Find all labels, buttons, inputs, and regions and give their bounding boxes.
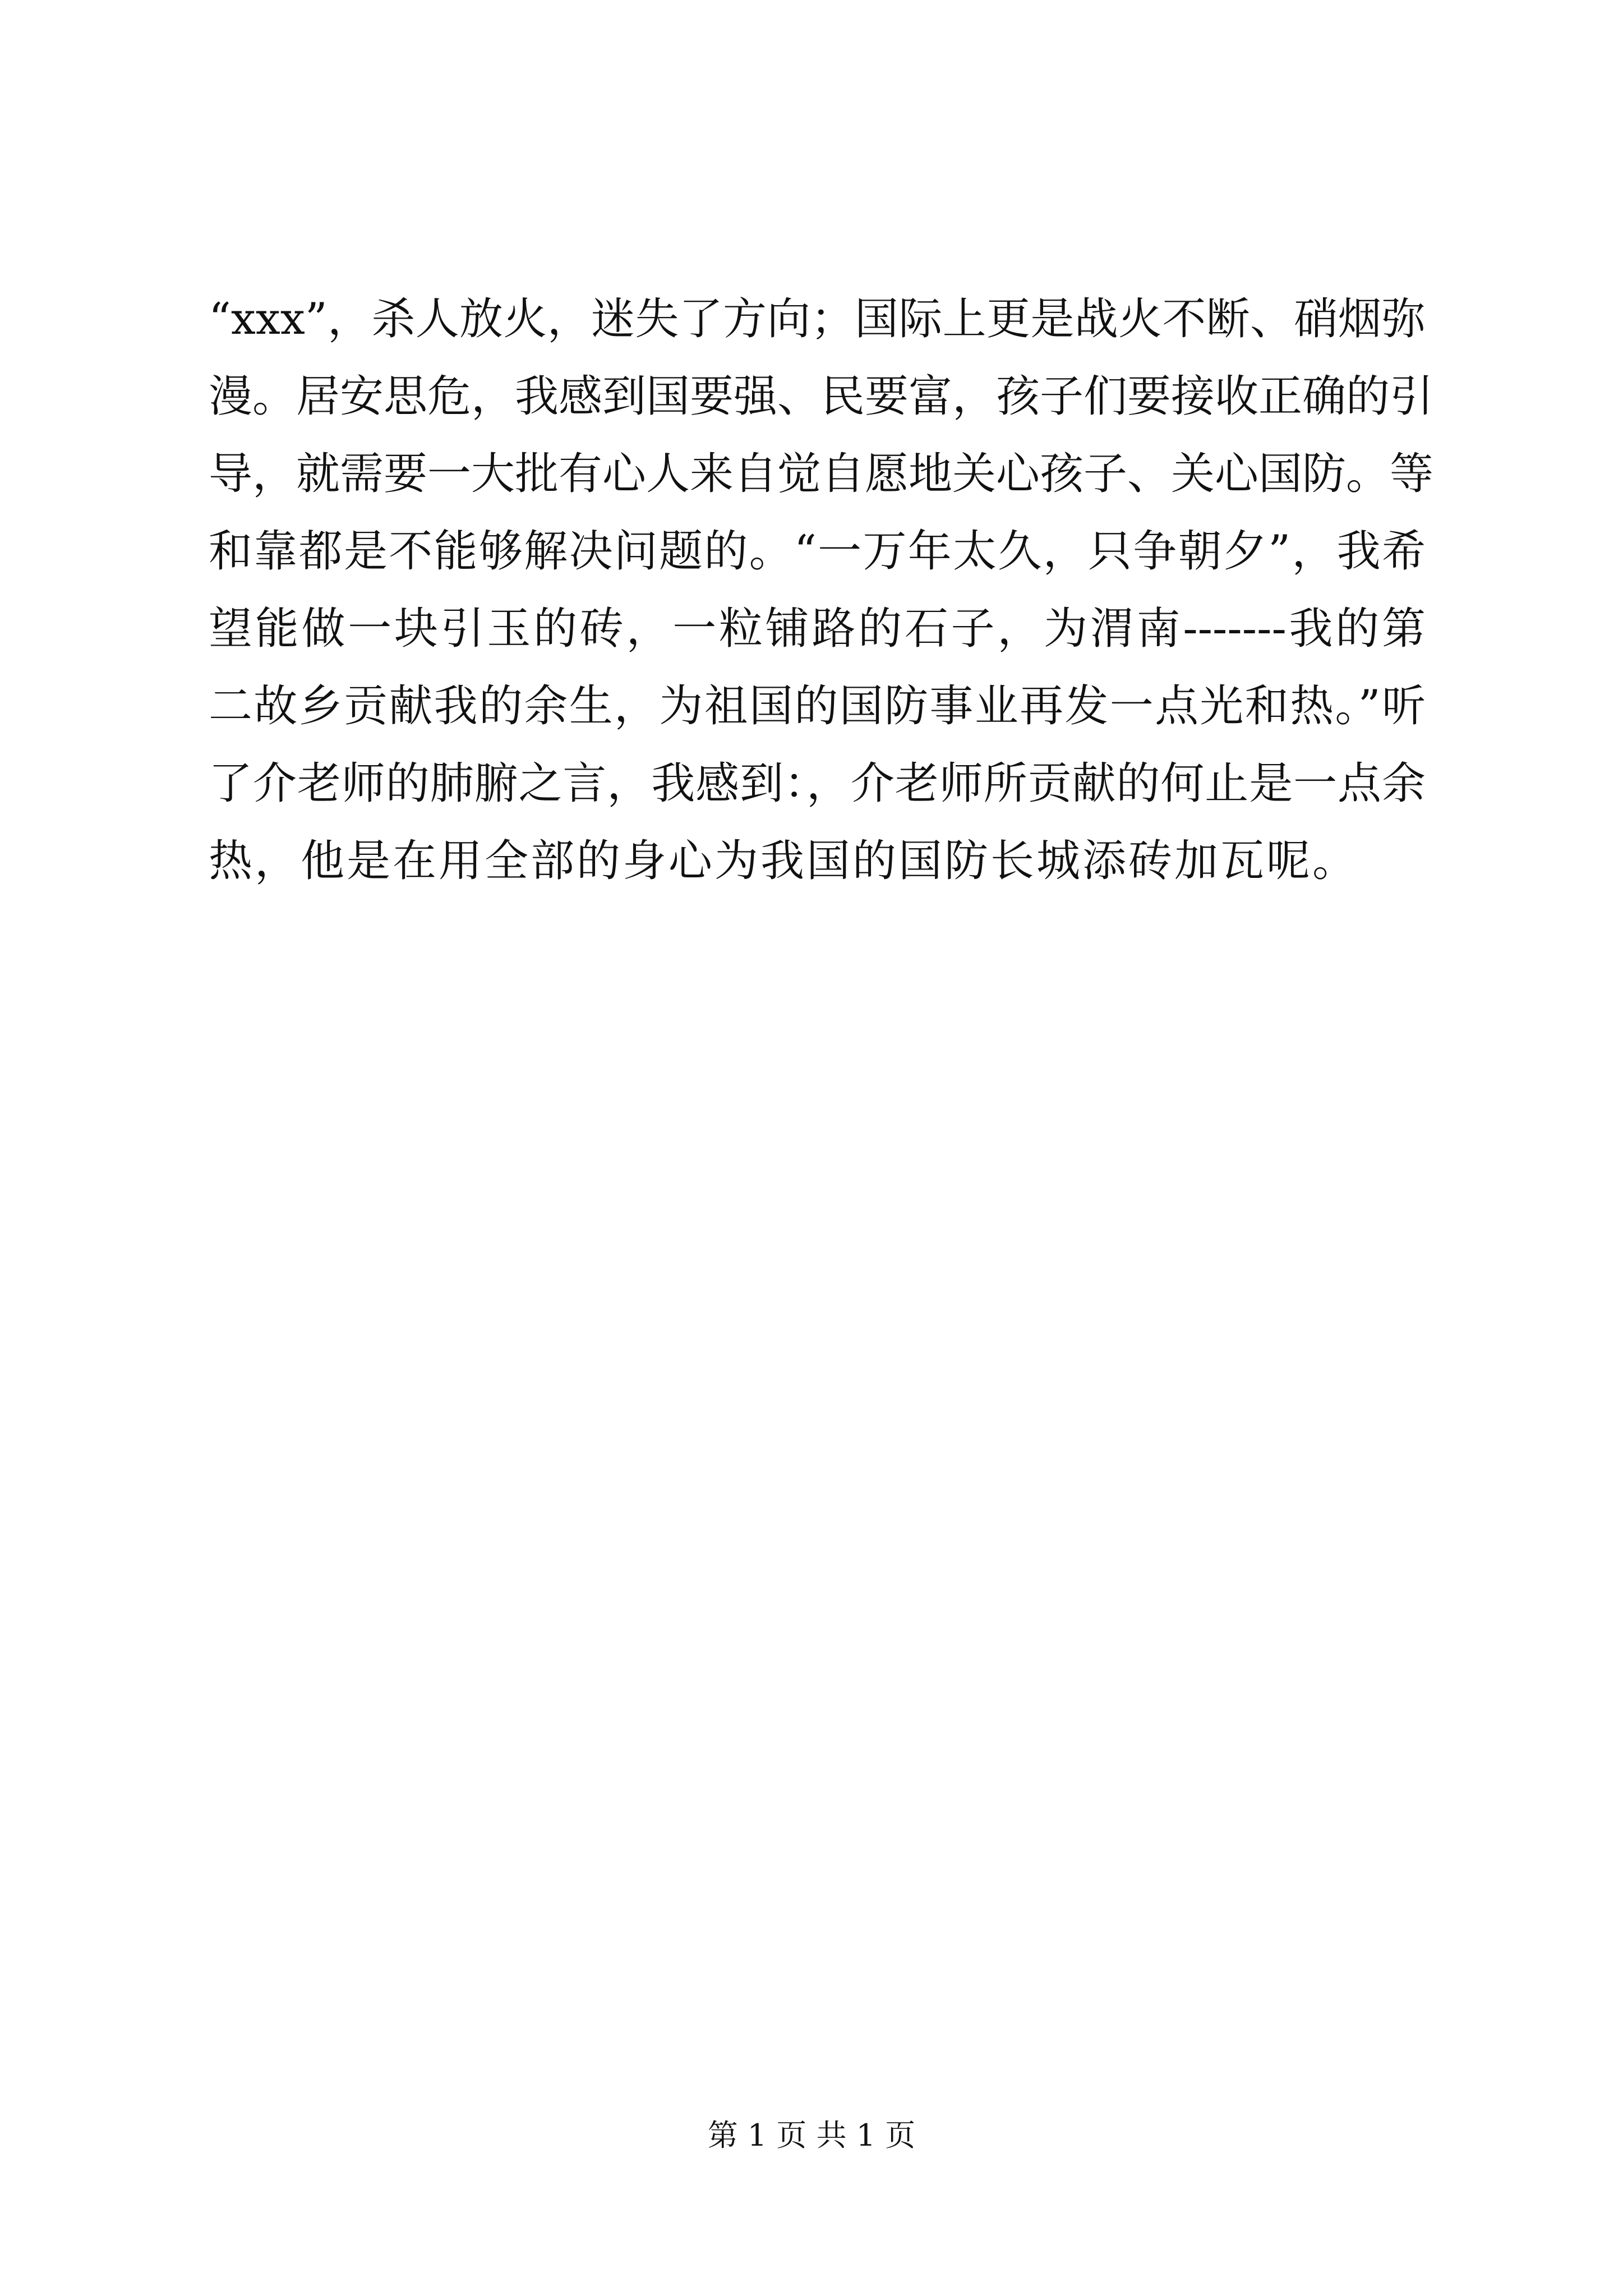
paragraph-line: “xxx”，杀人放火，迷失了方向；国际上更是战火不断、硝烟弥 [209, 294, 1426, 344]
paragraph-line: 导，就需要一大批有心人来自觉自愿地关心孩子、关心国防。等 [209, 449, 1434, 499]
paragraph-line: 了介老师的肺腑之言，我感到：，介老师所贡献的何止是一点余 [209, 758, 1426, 809]
paragraph-line: 望能做一块引玉的砖，一粒铺路的石子，为渭南-------我的第 [209, 604, 1426, 654]
paragraph-line: 二故乡贡献我的余生，为祖国的国防事业再发一点光和热。”听 [209, 681, 1426, 731]
page-number-footer: 第 1 页 共 1 页 [707, 2118, 916, 2153]
paragraph-line: 漫。居安思危，我感到国要强、民要富，孩子们要接收正确的引 [209, 371, 1434, 422]
paragraph-line: 和靠都是不能够解决问题的。“一万年太久，只争朝夕”，我希 [209, 526, 1426, 577]
body-paragraph [209, 280, 1434, 900]
paragraph-line: 热，他是在用全部的身心为我国的国防长城添砖加瓦呢。 [209, 836, 1359, 886]
